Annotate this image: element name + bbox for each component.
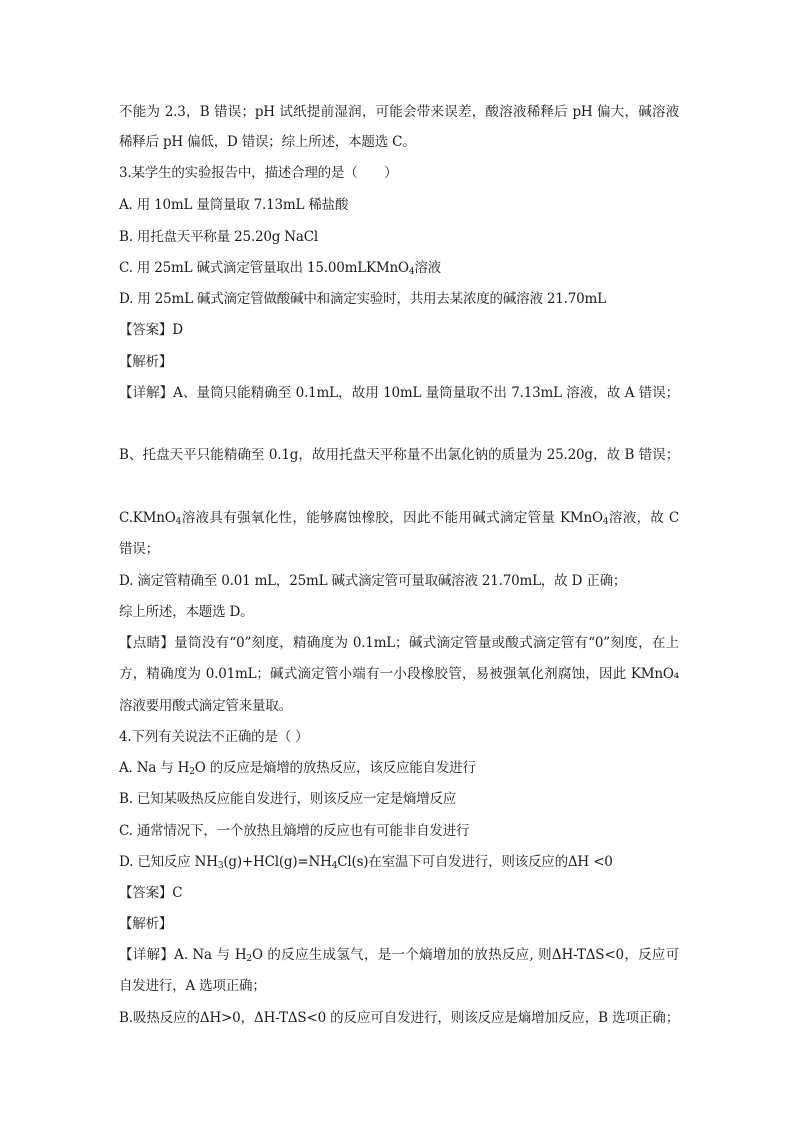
line-text: 稀释后 pH 偏低，D 错误；综上所述，本题选 C。 (119, 134, 416, 150)
option-a (119, 196, 679, 214)
text-line (119, 540, 679, 558)
line-text: 3.某学生的实验报告中，描述合理的是（ ） (119, 165, 398, 181)
line-text: 4.下列有关说法不正确的是（ ） (119, 729, 309, 745)
text-line (119, 384, 679, 402)
subscript: 2 (246, 954, 252, 964)
answer-label (119, 321, 679, 339)
line-text: O 的反应生成氢气，是一个熵增加的放热反应, 则ΔH-TΔS<0，反应可 (251, 947, 680, 963)
line-text: 【解析】 (119, 916, 173, 932)
line-text: 溶液具有强氧化性，能够腐蚀橡胶，因此不能用碱式滴定管量 KMnO (181, 510, 603, 526)
line-text: A. 用 10mL 量筒量取 7.13mL 稀盐酸 (119, 197, 349, 213)
option-d (119, 853, 679, 871)
line-text: 【解析】 (119, 354, 173, 370)
option-c (119, 822, 679, 840)
text-line (119, 1009, 679, 1027)
text-line (119, 697, 679, 715)
text-line (119, 103, 679, 121)
line-text: O 的反应是熵增的放热反应，该反应能自发进行 (194, 760, 476, 776)
line-text: C.KMnO (119, 510, 176, 526)
answer-label (119, 884, 679, 902)
line-text: A. Na 与 H (119, 760, 190, 776)
option-d (119, 290, 679, 308)
text-line (119, 133, 679, 151)
option-c (119, 259, 679, 277)
subscript: 4 (408, 267, 415, 277)
option-b (119, 228, 679, 246)
subscript: 4 (175, 517, 182, 527)
line-text: Cl(s)在室温下可自发进行，则该反应的ΔH <0 (337, 854, 613, 870)
line-text: 【详解】A、量筒只能精确至 0.1mL，故用 10mL 量筒量取不出 7.13mL 溶液，故 A 错误； (119, 385, 679, 401)
text-line (119, 665, 679, 683)
line-text: (g)+HCl(g)=NH (223, 854, 332, 870)
line-text: B.吸热反应的ΔH>0，ΔH-TΔS<0 的反应可自发进行，则该反应是熵增加反应，B 选项正确； (119, 1010, 679, 1026)
subscript: 2 (189, 767, 195, 777)
text-line (119, 509, 679, 527)
subscript: 4 (602, 517, 609, 527)
text-line (119, 634, 679, 652)
analysis-label (119, 353, 679, 371)
line-text: D. 已知反应 NH (119, 854, 218, 870)
text-line (119, 977, 679, 995)
line-text: 【详解】A. Na 与 H (119, 947, 247, 963)
question-3-stem (119, 164, 679, 182)
line-text: C. 通常情况下，一个放热且熵增的反应也有可能非自发进行 (119, 823, 470, 839)
line-text: 错误； (119, 541, 159, 557)
line-text: 综上所述，本题选 D。 (119, 604, 254, 620)
line-text: D. 滴定管精确至 0.01 mL，25mL 碱式滴定管可量取碱溶液 21.70mL，故 D 正确； (119, 573, 627, 589)
line-text: B、托盘天平只能精确至 0.1g，故用托盘天平称量不出氯化钠的质量为 25.20g，故 B 错误； (119, 447, 679, 463)
line-text: 溶液，故 C (608, 510, 680, 526)
subscript: 4 (331, 861, 338, 871)
line-text: 【答案】C (119, 885, 183, 901)
text-line (119, 603, 679, 621)
text-line (119, 946, 679, 964)
line-text: 溶液要用酸式滴定管来量取。 (119, 698, 292, 714)
line-text: D. 用 25mL 碱式滴定管做酸碱中和滴定实验时，共用去某浓度的碱溶液 21.70mL (119, 291, 606, 307)
option-b (119, 790, 679, 808)
line-text: 不能为 2.3，B 错误；pH 试纸提前湿润，可能会带来误差，酸溶液稀释后 pH 偏大，碱溶液 (119, 104, 679, 120)
subscript: 3 (217, 861, 224, 871)
analysis-label (119, 915, 679, 933)
line-text: B. 已知某吸热反应能自发进行，则该反应一定是熵增反应 (119, 791, 457, 807)
text-line (119, 572, 679, 590)
line-text: C. 用 25mL 碱式滴定管量取出 15.00mLKMnO (119, 260, 409, 276)
text-line (119, 446, 679, 464)
option-a (119, 759, 679, 777)
line-text: B. 用托盘天平称量 25.20g NaCl (119, 229, 318, 245)
line-text: 溶液 (414, 260, 441, 276)
question-4-stem (119, 728, 679, 746)
line-text: 【点睛】量筒没有“0”刻度，精确度为 0.1mL；碱式滴定管量或酸式滴定管有“0”刻度，在上 (119, 635, 679, 651)
line-text: 【答案】D (119, 322, 183, 338)
line-text: 自发进行，A 选项正确； (119, 978, 266, 994)
line-text: 方，精确度为 0.01mL；碱式滴定管小端有一小段橡胶管，易被强氧化剂腐蚀，因此 KMnO₄ (119, 666, 679, 682)
